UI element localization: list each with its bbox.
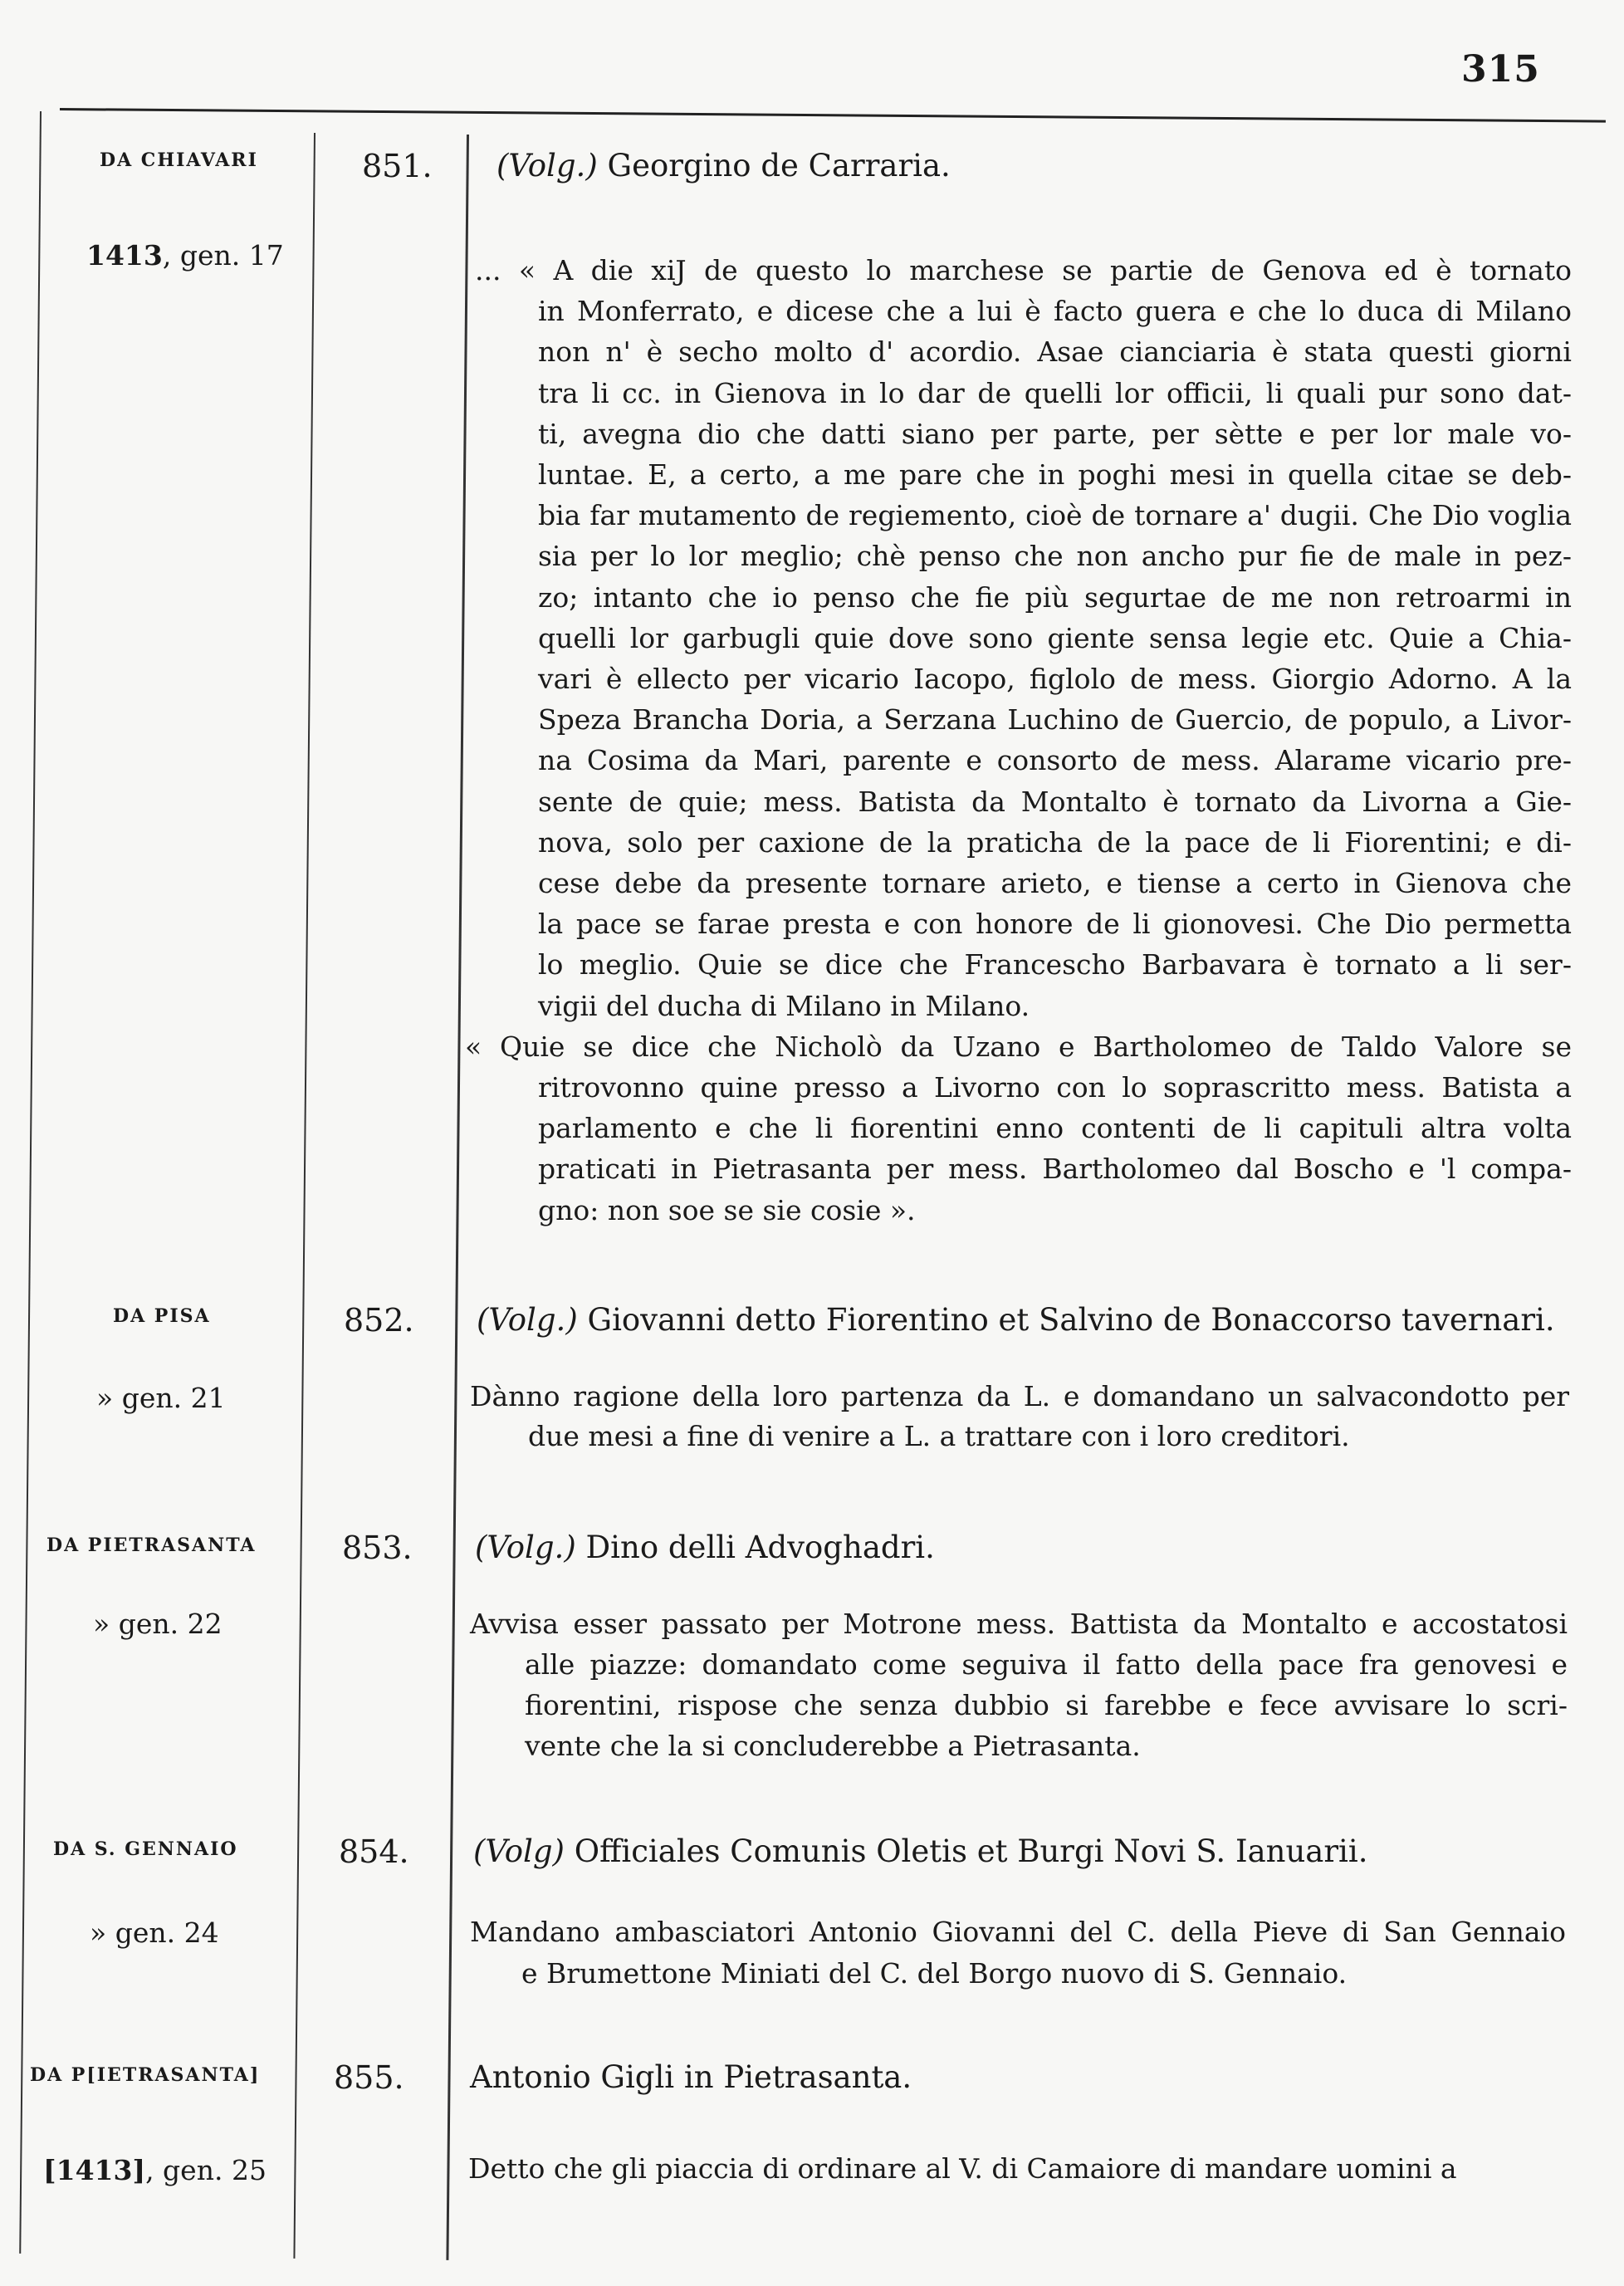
text-line: ti, avegna dio che datti siano per parte, per sètte e per lor male vo-	[538, 417, 1572, 450]
entry-number: 852.	[344, 1302, 414, 1339]
entry-place: DA CHIAVARI	[100, 149, 258, 171]
date-year: »	[93, 1608, 110, 1640]
heading-text: Giovanni detto Fiorentino et Salvino de Bonaccorso tavernari.	[577, 1302, 1555, 1338]
heading-text: Georgino de Carraria.	[597, 148, 951, 184]
entry-date	[90, 1916, 219, 1949]
entry-place: DA S. GENNAIO	[53, 1838, 238, 1860]
text-line: parlamento e che li fiorentini enno contenti de li capituli altra volta	[538, 1112, 1572, 1145]
entry-date	[86, 239, 284, 272]
left-border-line	[19, 111, 42, 2254]
text-line: sente de quie; mess. Batista da Montalto è tornato da Livorna a Gie-	[538, 785, 1572, 818]
text-line: praticati in Pietrasanta per mess. Bartholomeo dal Boscho e 'l compa-	[538, 1153, 1572, 1186]
entry-number: 851.	[362, 148, 433, 184]
text-line: cese debe da presente tornare arieto, e tiense a certo in Gienova che	[538, 867, 1572, 899]
heading-text: Antonio Gigli in Pietrasanta.	[470, 2059, 912, 2095]
header-rule	[60, 108, 1606, 123]
text-line: nova, solo per caxione de la praticha de la pace de li Fiorentini; e di-	[538, 825, 1572, 859]
text-line: bia far mutamento de regiemento, cioè de tornare a' dugii. Che Dio voglia	[538, 499, 1572, 532]
page-number: 315	[1461, 48, 1540, 91]
date-rest: gen. 24	[106, 1916, 219, 1949]
entry-number: 855.	[334, 2059, 404, 2096]
entry-place: DA P[IETRASANTA]	[30, 2064, 261, 2086]
date-rest: gen. 21	[113, 1382, 226, 1414]
text-line: lo meglio. Quie se dice che Francescho Barbavara è tornato a li ser-	[538, 948, 1572, 981]
heading-text: Dino delli Advoghadri.	[575, 1530, 935, 1565]
heading-prefix: (Volg.)	[475, 1530, 576, 1565]
entry-place: DA PIETRASANTA	[46, 1535, 257, 1556]
text-line: na Cosima da Mari, parente e consorto de mess. Alarame vicario pre-	[538, 744, 1572, 777]
text-line: quelli lor garbugli quie dove sono giente sensa legie etc. Quie a Chia-	[538, 621, 1572, 654]
entry-heading	[496, 148, 951, 184]
text-line: vigii del ducha di Milano in Milano.	[538, 989, 1030, 1022]
text-line: Mandano ambasciatori Antonio Giovanni del C. della Pieve di San Gennaio	[470, 1916, 1566, 1948]
text-line: zo; intanto che io penso che fie più segurtae de me non retroarmi in	[538, 580, 1572, 614]
date-year: »	[96, 1382, 114, 1414]
date-year: »	[90, 1916, 107, 1949]
entry-heading	[477, 1302, 1555, 1338]
text-line: vente che la si concluderebbe a Pietrasanta.	[525, 1730, 1141, 1762]
text-line: Detto che gli piaccia di ordinare al V. di Camaiore di mandare uomini a	[468, 2152, 1457, 2185]
text-line: « Quie se dice che Nicholò da Uzano e Bartholomeo de Taldo Valore se	[465, 1030, 1572, 1063]
entry-date	[96, 1382, 226, 1414]
heading-prefix: (Volg)	[473, 1833, 565, 1869]
date-year: [1413]	[43, 2154, 146, 2186]
text-line: alle piazze: domandato come seguiva il fatto della pace fra genovesi e	[525, 1648, 1568, 1681]
text-line: ... « A die xiJ de questo lo marchese se partie de Genova ed è tornato	[475, 254, 1572, 286]
entry-heading	[473, 1833, 1367, 1869]
text-line: sia per lo lor meglio; chè penso che non ancho pur fie de male in pez-	[538, 540, 1572, 573]
text-line: due mesi a fine di venire a L. a trattare con i loro creditori.	[528, 1420, 1350, 1452]
text-line: in Monferrato, e dicese che a lui è facto guera e che lo duca di Milano	[538, 295, 1572, 328]
text-line: ritrovonno quine presso a Livorno con lo soprascritto mess. Batista a	[538, 1071, 1572, 1104]
text-line: la pace se farae presta e con honore de li gionovesi. Che Dio permetta	[538, 908, 1572, 941]
entry-place: DA PISA	[113, 1305, 211, 1327]
date-rest: , gen. 25	[145, 2154, 267, 2186]
entry-heading	[470, 2059, 912, 2095]
text-line: e Brumettone Miniati del C. del Borgo nuovo di S. Gennaio.	[521, 1957, 1348, 1990]
text-line: non n' è secho molto d' acordio. Asae cianciaria è stata questi giorni	[538, 335, 1572, 369]
entry-date	[93, 1608, 223, 1640]
heading-prefix: (Volg.)	[496, 148, 598, 184]
text-line: gno: non soe se sie cosie ».	[538, 1193, 916, 1226]
text-line: Dànno ragione della loro partenza da L. e domandano un salvacondotto per	[470, 1380, 1569, 1412]
text-line: fiorentini, rispose che senza dubbio si farebbe e fece avvisare lo scri-	[525, 1689, 1568, 1721]
heading-prefix: (Volg.)	[477, 1302, 578, 1338]
text-line: Avvisa esser passato per Motrone mess. Battista da Montalto e accostatosi	[470, 1608, 1568, 1640]
date-year: 1413	[86, 239, 163, 272]
text-line: luntae. E, a certo, a me pare che in poghi mesi in quella citae se deb-	[538, 458, 1572, 491]
entry-number: 853.	[342, 1530, 413, 1566]
entry-number: 854.	[339, 1833, 409, 1870]
date-rest: , gen. 17	[162, 239, 284, 272]
heading-text: Officiales Comunis Oletis et Burgi Novi S. Ianuarii.	[565, 1833, 1368, 1869]
text-line: Speza Brancha Doria, a Serzana Luchino de Guercio, de populo, a Livor-	[538, 703, 1572, 737]
date-rest: gen. 22	[110, 1608, 223, 1640]
column-divider-number-text	[446, 135, 469, 2260]
entry-date	[43, 2154, 267, 2186]
text-line: tra li cc. in Gienova in lo dar de quelli lor officii, li quali pur sono dat-	[538, 376, 1572, 409]
text-line: vari è ellecto per vicario Iacopo, figlolo de mess. Giorgio Adorno. A la	[538, 663, 1572, 695]
column-divider-date-number	[293, 133, 316, 2259]
entry-heading	[475, 1530, 935, 1565]
